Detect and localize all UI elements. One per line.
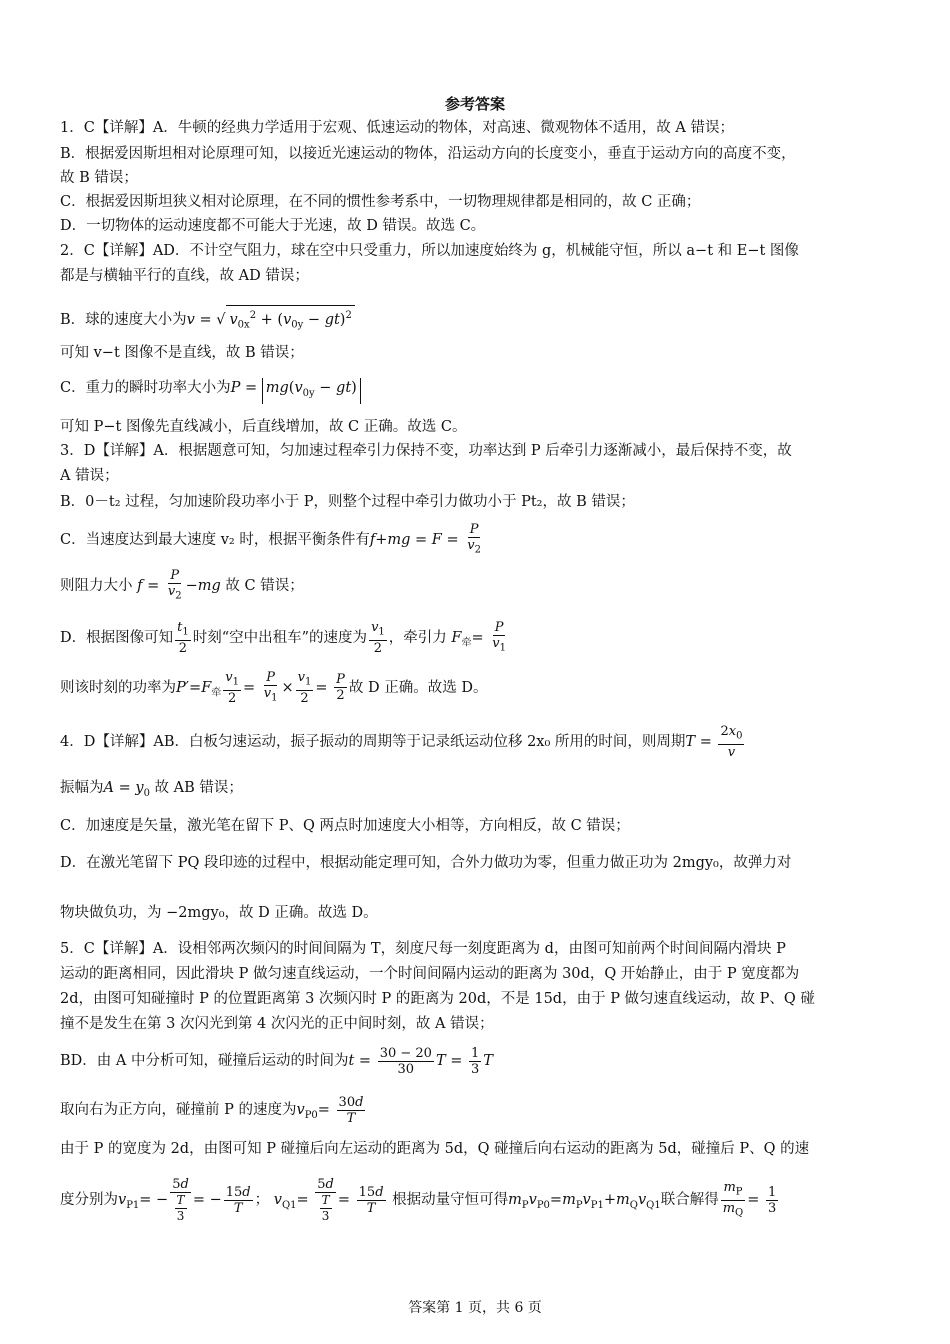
text-line: 可知 P−t 图像先直线减小，后直线增加，故 C 正确。故选 C。 xyxy=(60,419,467,435)
line-text: 联合解得 xyxy=(660,1192,719,1208)
line-text: D．根据图像可知 xyxy=(60,629,174,646)
formula-line: 振幅为$A = y_0$ 故 AB 错误； xyxy=(60,780,243,799)
line-text: C．重力的瞬时功率大小为 xyxy=(60,380,231,396)
line-text: 故 AB 错误； xyxy=(154,780,243,796)
text-line: C．加速度是矢量，激光笔在留下 P、Q 两点时加速度大小相等，方向相反，故 C 错误； xyxy=(60,818,630,834)
formula-line: D．根据图像可知 $\frac{t_1}{2}$ 时刻“空中出租车”的速度为 $\frac{v_1}{2}$ ，牵引力 $F_牵=$ $\frac{P}{v_1}$ xyxy=(60,620,506,656)
line-text: B．球的速度大小为 xyxy=(60,311,187,328)
text-line: 撞不是发生在第 3 次闪光到第 4 次闪光的正中间时刻，故 A 错误； xyxy=(60,1016,494,1032)
line-text: BD．由 A 中分析可知，碰撞后运动的时间为 xyxy=(60,1053,349,1069)
line-text: 时刻“空中出租车”的速度为 xyxy=(192,629,368,646)
text-line: A 错误； xyxy=(60,468,119,484)
formula-line: BD．由 A 中分析可知，碰撞后运动的时间为t = $\frac{30 - 20}{30}$ T = $\frac{1}{3}$ T xyxy=(60,1045,493,1077)
text-line: 故 B 错误； xyxy=(60,170,138,186)
text-line: C．根据爱因斯坦狭义相对论原理，在不同的惯性参考系中，一切物理规律都是相同的，故 C 正确； xyxy=(60,194,701,210)
line-text: 故 D 正确。故选 D。 xyxy=(348,679,488,696)
formula-line: 取向右为正方向，碰撞前 P 的速度为$v_{P0}=$ $\frac{30d}{T}$ xyxy=(60,1094,364,1126)
text-line: D．在激光笔留下 PQ 段印迹的过程中，根据动能定理可知，合外力做功为零，但重力做正功为 2mgy₀，故弹力对 xyxy=(60,855,792,871)
line-text: ，牵引力 xyxy=(388,629,447,646)
formula-line: 则该时刻的功率为$P'=F_牵$ $\frac{v_1}{2}$ = $\frac{P}{v_1}$ × $\frac{v_1}{2}$ = $\frac{P}{2}$ 故 D 正确。故选 D。 xyxy=(60,670,488,706)
line-text: 故 C 错误； xyxy=(225,577,304,594)
text-line: 1．C【详解】A．牛顿的经典力学适用于宏观、低速运动的物体，对高速、微观物体不适用，故 A 错误； xyxy=(60,120,734,136)
text-line: B．0－t₂ 过程，匀加速阶段功率小于 P，则整个过程中牵引力做功小于 Pt₂，故 B 错误； xyxy=(60,494,635,510)
page-title: 参考答案 xyxy=(444,95,505,113)
text-line: 2d，由图可知碰撞时 P 的位置距离第 3 次频闪时 P 的距离为 20d，不是 15d，由于 P 做匀速直线运动，故 P、Q 碰 xyxy=(60,991,815,1007)
line-text: 则该时刻的功率为 xyxy=(60,679,176,696)
text-line: 由于 P 的宽度为 2d，由图可知 P 碰撞后向左运动的距离为 5d，Q 碰撞后向右运动的距离为 5d，碰撞后 P、Q 的速 xyxy=(60,1141,810,1157)
text-line: 都是与横轴平行的直线，故 AD 错误； xyxy=(60,268,309,284)
text-line: 可知 v−t 图像不是直线，故 B 错误； xyxy=(60,345,304,361)
line-text: C．当速度达到最大速度 v₂ 时，根据平衡条件有 xyxy=(60,531,370,548)
line-text: 度分别为 xyxy=(60,1192,118,1208)
page-footer: 答案第 1 页，共 6 页 xyxy=(408,1300,542,1316)
line-text: 振幅为 xyxy=(60,780,104,796)
line-text: 取向右为正方向，碰撞前 P 的速度为 xyxy=(60,1102,297,1118)
text-line: 5．C【详解】A．设相邻两次频闪的时间间隔为 T，刻度尺每一刻度距离为 d，由图可知前两个时间间隔内滑块 P xyxy=(60,941,786,957)
line-text: 根据动量守恒可得 xyxy=(392,1192,509,1208)
line-text: ； xyxy=(254,1192,270,1208)
formula-line: 则阻力大小 f = $\frac{P}{v_2}$ −mg 故 C 错误； xyxy=(60,568,304,602)
text-line: 2．C【详解】AD．不计空气阻力，球在空中只受重力，所以加速度始终为 g，机械能守恒，所以 a−t 和 E−t 图像 xyxy=(60,243,799,259)
text-line: 物块做负功，为 −2mgy₀，故 D 正确。故选 D。 xyxy=(60,905,378,921)
text-line: 3．D【详解】A．根据题意可知，匀加速过程牵引力保持不变，功率达到 P 后牵引力逐渐减小，最后保持不变，故 xyxy=(60,443,792,459)
text-line: D．一切物体的运动速度都不可能大于光速，故 D 错误。故选 C。 xyxy=(60,218,486,234)
formula-line: 度分别为$v_{P1}=$ − $\frac{5d}{\frac{T}{3}}$ = − $\frac{15d}{T}$ ； $v_{Q1}=$ $\frac{5d}{\frac{T}{3}}$ = $\frac{15d}{T}$ 根据动量守恒可得$m_Pv_{P0}=m_Pv_{P1}+m_Qv_{Q1}$联合解得 $\frac{m_P}{m_Q}$ = $\frac{1}{3}$ xyxy=(60,1176,777,1223)
formula-line: C．重力的瞬时功率大小为$P = mg(v_{0y} - gt)$ xyxy=(60,378,892,404)
line-text: 则阻力大小 xyxy=(60,577,133,594)
text-line: 运动的距离相同，因此滑块 P 做匀速直线运动，一个时间间隔内运动的距离为 30d，Q 开始静止，由于 P 宽度都为 xyxy=(60,966,800,982)
line-text: 4．D【详解】AB．白板匀速运动，振子振动的周期等于记录纸运动位移 2x₀ 所用的时间，则周期 xyxy=(60,733,686,750)
formula-line: C．当速度达到最大速度 v₂ 时，根据平衡条件有f+mg = F = $\frac{P}{v_2}$ xyxy=(60,522,481,556)
formula-line: 4．D【详解】AB．白板匀速运动，振子振动的周期等于记录纸运动位移 2x₀ 所用的时间，则周期T = $\frac{2x_0}{v}$ xyxy=(60,724,743,760)
text-line: B．根据爱因斯坦相对论原理可知，以接近光速运动的物体，沿运动方向的长度变小，垂直于运动方向的高度不变， xyxy=(60,146,796,162)
formula-line: B．球的速度大小为v = √ $v_{0x}^2 + (v_{0y} - gt)^2$ xyxy=(60,305,892,336)
